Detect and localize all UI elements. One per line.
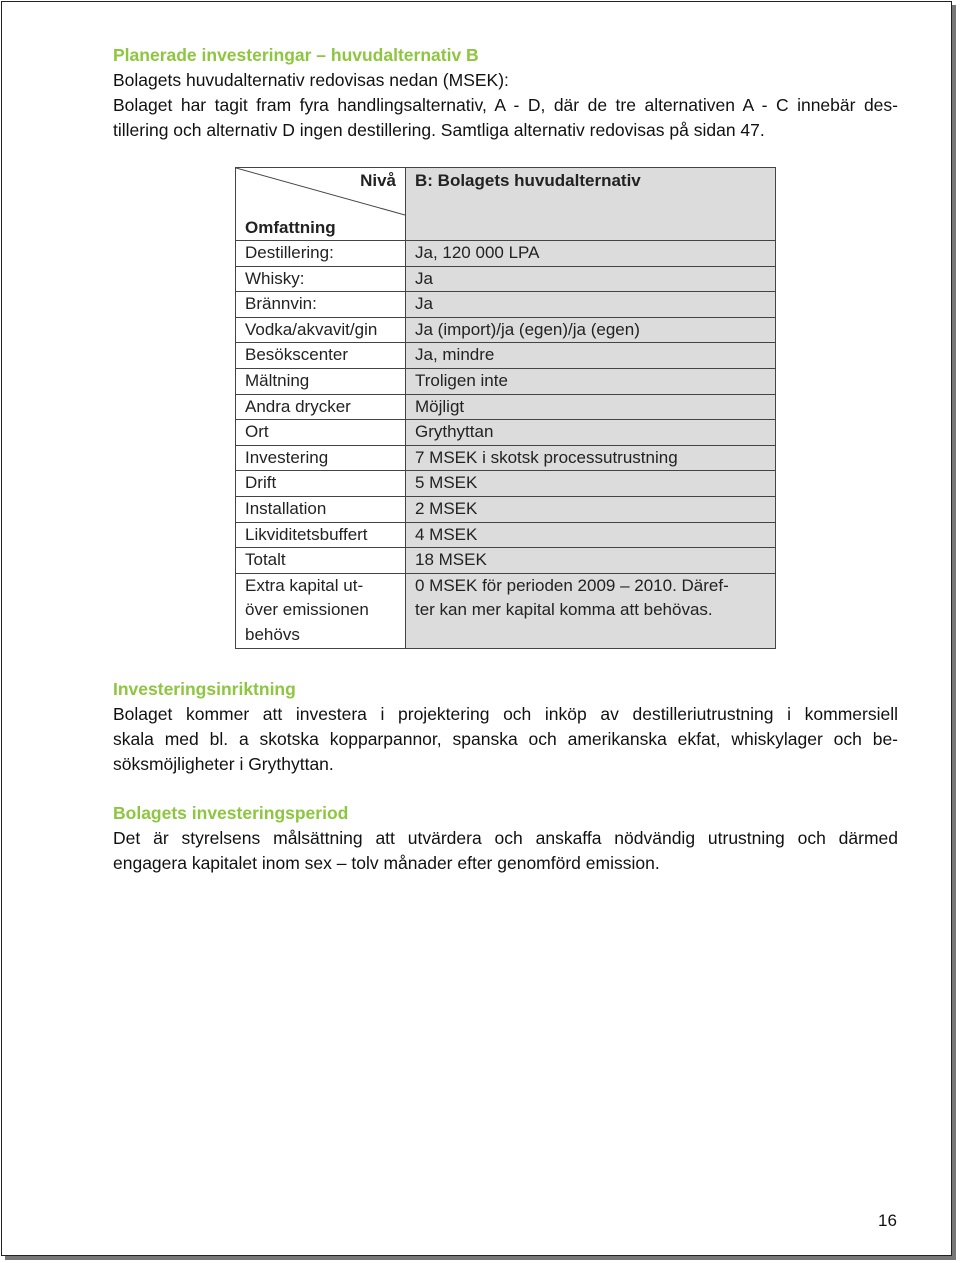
row-value: Ja (import)/ja (egen)/ja (egen) [406,317,776,343]
table-row [236,522,776,548]
table-row [236,343,776,369]
table-row [236,317,776,343]
row-value: 5 MSEK [406,471,776,497]
label-line: Extra kapital ut- [245,575,364,595]
row-label: Mältning [236,368,406,394]
investment-table [235,167,776,649]
table-row [236,445,776,471]
label-line: behövs [245,624,300,644]
column-header: B: Bolagets huvudalternativ [406,168,776,241]
intro-line-1: Bolagets huvudalternativ redovisas nedan (MSEK): [113,70,509,90]
row-value: 4 MSEK [406,522,776,548]
row-value: 2 MSEK [406,496,776,522]
row-value: Grythyttan [406,420,776,446]
row-label: Ort [236,420,406,446]
row-label: Besökscenter [236,343,406,369]
table-row [236,420,776,446]
table-row [236,496,776,522]
row-label: Likviditetsbuffert [236,522,406,548]
row-value: Ja, 120 000 LPA [406,241,776,267]
intro-line-3: tillering och alternativ D ingen destillering. Samtliga alternativ redovisas på sidan 47. [113,120,765,140]
table-header-row [236,168,776,241]
row-value-extra-capital [406,573,776,648]
paragraph-line: skala med bl. a skotska kopparpannor, spanska och amerikanska ekfat, whiskylager och be- [113,729,898,749]
table-row [236,241,776,267]
row-label: Totalt [236,548,406,574]
row-value: Troligen inte [406,368,776,394]
row-label: Investering [236,445,406,471]
table-row [236,548,776,574]
paragraph-line: Det är styrelsens målsättning att utvärdera och anskaffa nödvändig utrustning och därmed [113,828,898,848]
row-value: 18 MSEK [406,548,776,574]
table-row [236,292,776,318]
table-corner-cell [236,168,406,241]
row-value: Ja [406,266,776,292]
row-label: Whisky: [236,266,406,292]
value-line: 0 MSEK för perioden 2009 – 2010. Däref- [415,575,729,595]
row-value: 7 MSEK i skotsk processutrustning [406,445,776,471]
row-label: Brännvin: [236,292,406,318]
row-label-extra-capital [236,573,406,648]
table-row [236,471,776,497]
row-label: Andra drycker [236,394,406,420]
row-value: Ja [406,292,776,318]
paragraph-line: Bolaget kommer att investera i projektering och inköp av destilleriutrustning i kommersiell [113,704,898,724]
table-row-extra-capital [236,573,776,648]
paragraph-line: engagera kapitalet inom sex – tolv månader efter genomförd emission. [113,853,660,873]
paragraph-line: söksmöjligheter i Grythyttan. [113,754,334,774]
section-heading-investment-focus: Investeringsinriktning [113,679,296,699]
section-heading-investment-period: Bolagets investeringsperiod [113,803,349,823]
row-label: Installation [236,496,406,522]
value-line: ter kan mer kapital komma att behövas. [415,600,713,620]
row-label: Destillering: [236,241,406,267]
row-label: Drift [236,471,406,497]
table-row [236,394,776,420]
row-label: Vodka/akvavit/gin [236,317,406,343]
row-value: Ja, mindre [406,343,776,369]
section-heading-planned-investments: Planerade investeringar – huvudalternativ B [113,45,479,65]
table-row [236,266,776,292]
corner-label-omfattning: Omfattning [245,218,336,237]
table-row [236,368,776,394]
intro-line-2: Bolaget har tagit fram fyra handlingsalternativ, A - D, där de tre alternativen A - C innebär des- [113,95,898,115]
row-value: Möjligt [406,394,776,420]
corner-label-niva: Nivå [360,171,396,190]
page-number: 16 [878,1211,897,1230]
label-line: över emissionen [245,600,369,620]
